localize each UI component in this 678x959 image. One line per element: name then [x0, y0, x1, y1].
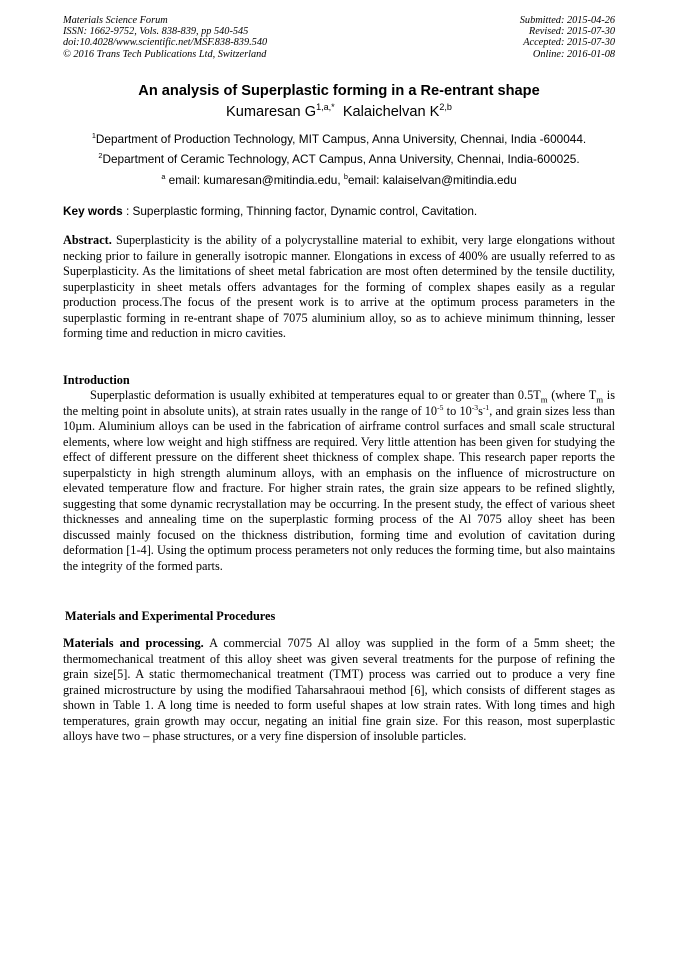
email-b-marker: b [343, 172, 348, 182]
author-2-marker: 2,b [439, 102, 452, 113]
materials-label: Materials and processing. [63, 636, 204, 650]
affiliation-1-marker: 1 [91, 131, 96, 141]
intro-text-5: s [478, 403, 483, 418]
intro-text-6: , and grain sizes less than 10µm. Aluminium alloys can be used in the fabrication of airframe control surfaces and small scale structural elements, where low weight and high stiffness are required. Very little attention has been given for studying the effect of different pressure on the different sheet thickness of complex shape. This research paper reports the superpalsticty in high strength aluminum alloys, with an emphasis on the influence of microstructure on elevated temperature flow and fracture. For higher strain rates, the grain size appears to be refined slightly, suggesting that some dynamic recrystallation may be occurring. In the present study, the effect of various sheet thicknesses and annealing time on the superplastic forming process of the Al 7075 alloy sheet has been discussed mainly focused on the thickness distribution, forming time and evolution of cavitation during deformation [1-4]. Using the optimum process perameters not only reduces the forming time, but also maintains the integrity of the formed parts. [63, 403, 615, 573]
intro-text-1: Superplastic deformation is usually exhibited at temperatures equal to or greater than 0.5T [90, 388, 541, 402]
email-b: email: kalaiselvan@mitindia.edu [347, 173, 517, 187]
affiliation-2-marker: 2 [98, 151, 103, 161]
author-1: Kumaresan G [226, 104, 317, 120]
keywords [63, 204, 615, 218]
keywords-text: : Superplastic forming, Thinning factor, Dynamic control, Cavitation. [122, 204, 478, 218]
date-revised: Revised: 2015-07-30 [528, 26, 615, 38]
intro-sub-1: m [540, 394, 548, 405]
materials-paragraph [63, 636, 615, 745]
introduction-paragraph [63, 388, 615, 574]
intro-text-3: is the melting point in absolute units), at strain rates usually in the range of 10 [63, 388, 615, 418]
keywords-label: Key words [63, 204, 123, 218]
intro-sup-2: -3 [471, 402, 479, 412]
date-submitted: Submitted: 2015-04-26 [519, 15, 615, 26]
materials-text: A commercial 7075 Al alloy was supplied in the form of a 5mm sheet; the thermomechanical treatment of this alloy sheet was given several treatments for the purpose of refining the grain size[5]. A static thermomechanical treatment (TMT) process was carried out to produce a very fine grained microstructure by using the modified Taharsahraoui method [6], which consists of different stages as shown in Table 1. A long time is needed to form useful shapes at low strain rates. With long times and high temperatures, grain growth may occur, negating an initial fine grain size. For this reason, most superplastic alloys have two – phase structures, or a very fine dispersion of insoluble particles. [63, 636, 615, 743]
journal-name: Materials Science Forum [63, 15, 168, 26]
intro-text-4: to 10 [443, 403, 472, 418]
abstract [63, 233, 615, 342]
methods-heading: Materials and Experimental Procedures [65, 609, 276, 623]
abstract-text: Superplasticity is the ability of a polycrystalline material to exhibit, very large elongations without necking prior to failure in generally isotropic manner. Elongations in excess of 400% are usually referred to as Superplasticity. As the limitations of sheet metal fabrication are most often determined by the tensile ductility, superplasticity in sheet metals offers advantages for the forming of complex shapes easily as a regular production process.The focus of the present work is to arrive at the optimum process parameters in the superplastic forming in re-entrant shape of 7075 aluminium alloy, so as to achieve minimum thinning, lesser forming time and reduction in micro cavities. [63, 233, 615, 340]
email-a-marker: a [161, 172, 166, 182]
journal-issn: ISSN: 1662-9752, Vols. 838-839, pp 540-545 [63, 26, 249, 38]
submission-dates [520, 15, 615, 60]
intro-sup-3: -1 [482, 402, 490, 412]
intro-sub-2: m [596, 394, 604, 405]
author-line [0, 104, 678, 120]
journal-copyright: © 2016 Trans Tech Publications Ltd, Switzerland [63, 48, 267, 60]
date-online: Online: 2016-01-08 [532, 48, 615, 60]
affiliation-1-text: Department of Production Technology, MIT Campus, Anna University, Chennai, India -600044. [95, 132, 587, 146]
affiliation-2-text: Department of Ceramic Technology, ACT Campus, Anna University, Chennai, India-600025. [102, 152, 580, 166]
journal-doi: doi:10.4028/www.scientific.net/MSF.838-839.540 [63, 37, 268, 49]
paper-title: An analysis of Superplastic forming in a Re-entrant shape [138, 83, 540, 99]
author-1-marker: 1,a,* [316, 102, 335, 113]
author-emails [0, 173, 678, 187]
journal-info [63, 15, 267, 60]
email-a: email: kumaresan@mitindia.edu, [165, 173, 344, 187]
date-accepted: Accepted: 2015-07-30 [523, 37, 615, 49]
affiliation-1 [0, 132, 678, 146]
intro-text-2: (where T [547, 388, 597, 402]
introduction-heading: Introduction [63, 373, 130, 387]
affiliation-2 [0, 152, 678, 166]
intro-sup-1: -5 [437, 402, 444, 412]
abstract-label: Abstract. [63, 233, 112, 247]
author-2: Kalaichelvan K [342, 104, 440, 120]
